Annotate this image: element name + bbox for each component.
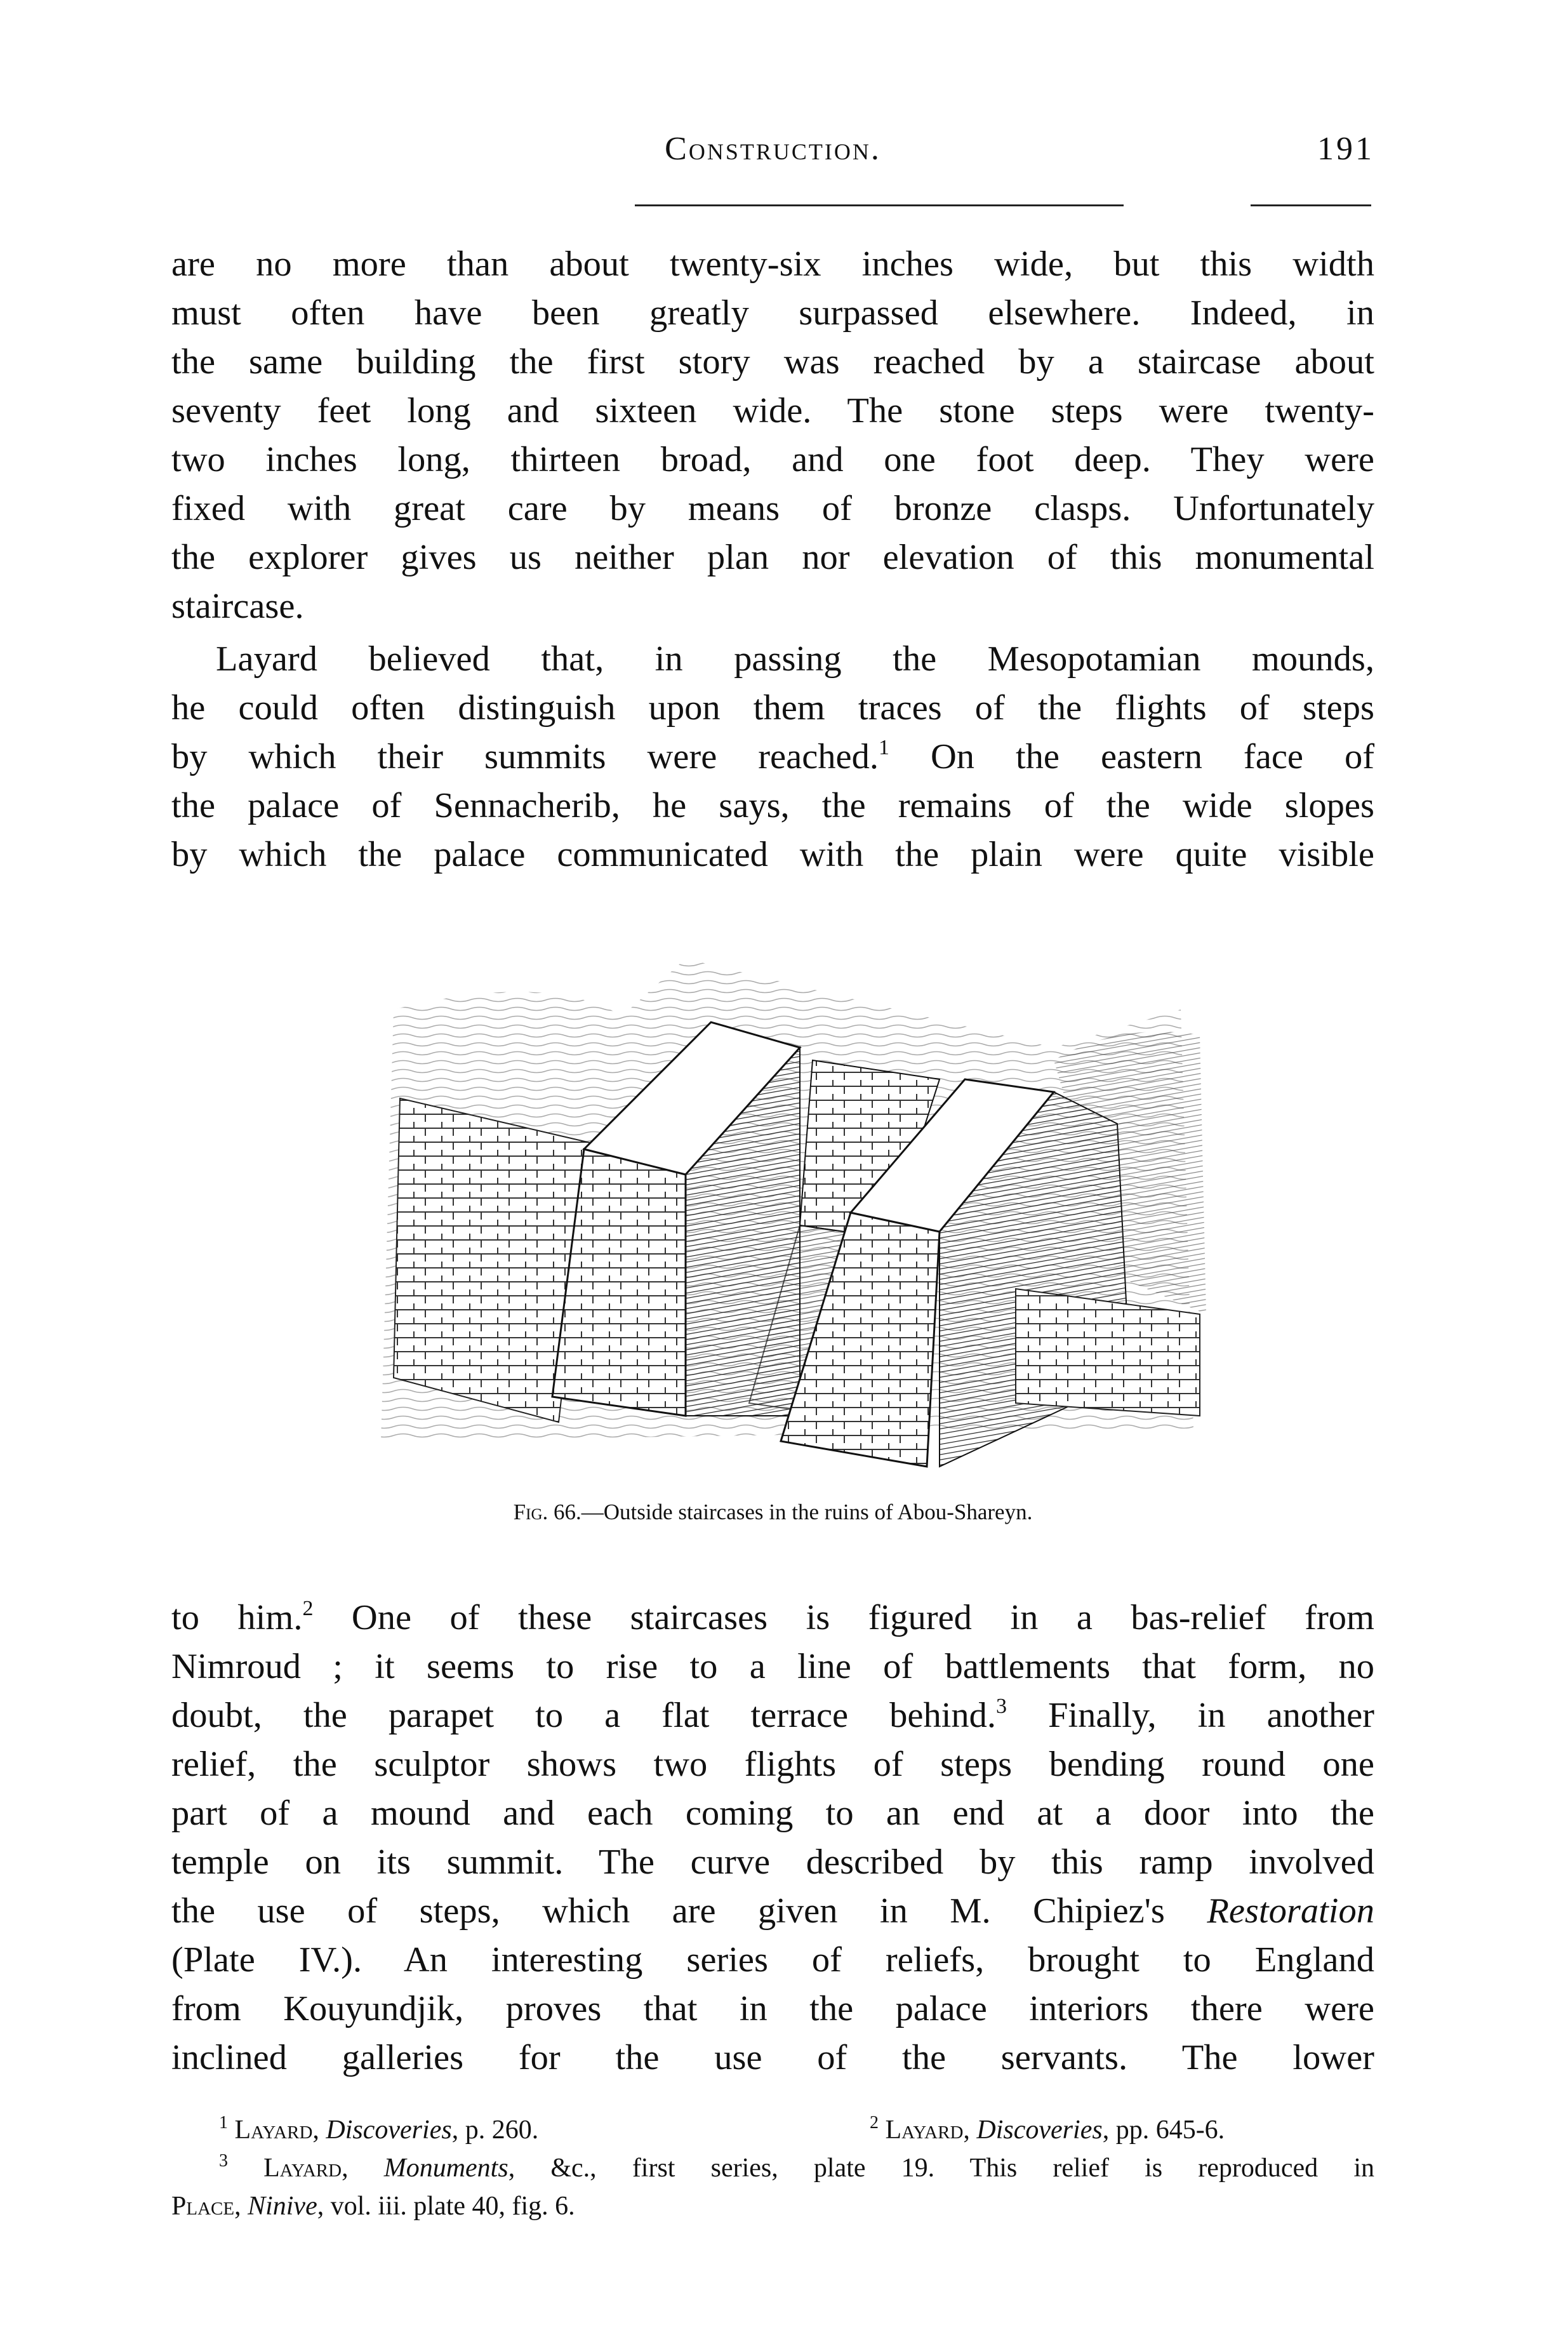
- text-line: [171, 733, 1374, 782]
- text-line: [171, 1691, 1374, 1740]
- footnote-3-continued: Place, Ninive, vol. iii. plate 40, fig. 6.: [171, 2192, 575, 2221]
- caption-text: —Outside staircases in the ruins of Abou-Shareyn.: [581, 1500, 1033, 1524]
- text-line: seventy feet long and sixteen wide. The stone steps were twenty-: [171, 391, 1374, 430]
- footnote-ref[interactable]: 3: [996, 1695, 1007, 1718]
- figure-label: Fig. 66.: [513, 1500, 581, 1524]
- text-line: two inches long, thirteen broad, and one foot deep. They were: [171, 440, 1374, 479]
- text-line: the same building the first story was reached by a staircase about: [171, 342, 1374, 382]
- footnote-ref[interactable]: 2: [302, 1597, 314, 1620]
- footnote-author: Place: [171, 2192, 235, 2221]
- footnote-author: Layard: [234, 2115, 313, 2145]
- text-span: by which their summits were reached.: [171, 737, 879, 776]
- figure-staircase-engraving: [355, 933, 1213, 1479]
- footnotes: [171, 2111, 1374, 2225]
- staircase-illustration: [355, 933, 1213, 1479]
- text-line: he could often distinguish upon them traces of the flights of steps: [171, 688, 1374, 728]
- footnote-title: Discoveries: [326, 2115, 452, 2145]
- page-number: 191: [1317, 131, 1374, 167]
- footnote-text: , p. 260.: [451, 2115, 539, 2145]
- running-head: Construction.: [665, 131, 881, 167]
- footnote-mark: 3: [219, 2151, 228, 2171]
- paragraph-continued-2: [171, 1594, 1374, 2082]
- text-line: temple on its summit. The curve described by this ramp involved: [171, 1842, 1374, 1882]
- figure-caption: [171, 1500, 1374, 1525]
- text-line: part of a mound and each coming to an end at a door into the: [171, 1794, 1374, 1833]
- text-line: are no more than about twenty-six inches wide, but this width: [171, 244, 1374, 284]
- text-line: staircase.: [171, 587, 304, 626]
- text-span: to him.: [171, 1598, 303, 1637]
- text-line: from Kouyundjik, proves that in the palace interiors there were: [171, 1989, 1374, 2028]
- text-line: [171, 1594, 1374, 1642]
- text-line: the explorer gives us neither plan nor elevation of this monumental: [171, 538, 1374, 577]
- footnote-title: Monuments: [383, 2154, 508, 2183]
- text-line: the palace of Sennacherib, he says, the remains of the wide slopes: [171, 786, 1374, 825]
- footnote-title: Ninive: [248, 2192, 317, 2221]
- footnote-title: Discoveries: [976, 2115, 1103, 2145]
- text-span: Finally, in another: [1007, 1696, 1374, 1735]
- footnote-2: $^2$ Layard, Discoveries, pp. 645-6.: [870, 2113, 1225, 2145]
- text-line: inclined galleries for the use of the servants. The lower: [171, 2038, 1374, 2077]
- text-line: fixed with great care by means of bronze clasps. Unfortunately: [171, 489, 1374, 528]
- page-header: [171, 130, 1374, 187]
- text-line: by which the palace communicated with the plain were quite visible: [171, 835, 1374, 874]
- italic-title: Restoration: [1207, 1891, 1374, 1931]
- header-rule: [635, 204, 1124, 206]
- footnote-author: Layard: [885, 2115, 964, 2145]
- text-span: One of these staircases is figured in a bas-relief from: [313, 1598, 1374, 1637]
- text-line: relief, the sculptor shows two flights of steps bending round one: [171, 1745, 1374, 1784]
- text-line: [171, 1887, 1374, 1936]
- footnote-1: $^1$ Layard, Discoveries, p. 260.: [219, 2113, 539, 2145]
- footnote-mark: 2: [870, 2113, 879, 2133]
- text-span: the use of steps, which are given in M. Chipiez's: [171, 1891, 1207, 1931]
- paragraph-layard: [171, 635, 1374, 879]
- text-line: Layard believed that, in passing the Mesopotamian mounds,: [216, 639, 1374, 679]
- text-span: doubt, the parapet to a flat terrace behind.: [171, 1696, 997, 1735]
- text-line: must often have been greatly surpassed elsewhere. Indeed, in: [171, 293, 1374, 333]
- header-rule-right: [1251, 204, 1371, 206]
- footnote-text: , &c., first series, plate 19. This relief is reproduced in: [508, 2154, 1374, 2183]
- footnote-author: Layard: [263, 2154, 342, 2183]
- footnote-mark: 1: [219, 2113, 228, 2133]
- footnote-text: , vol. iii. plate 40, fig. 6.: [317, 2192, 575, 2221]
- text-line: (Plate IV.). An interesting series of reliefs, brought to England: [171, 1940, 1374, 1980]
- footnote-3: $^3$ Layard, Monuments, &c., first series, plate 19. This relief is reproduced in: [219, 2151, 1374, 2183]
- footnote-ref[interactable]: 1: [879, 736, 889, 759]
- footnote-text: , pp. 645-6.: [1102, 2115, 1225, 2145]
- paragraph-continued: [171, 240, 1374, 631]
- footnote-row: [171, 2111, 1374, 2149]
- text-line: Nimroud ; it seems to rise to a line of battlements that form, no: [171, 1647, 1374, 1686]
- text-span: On the eastern face of: [889, 737, 1375, 776]
